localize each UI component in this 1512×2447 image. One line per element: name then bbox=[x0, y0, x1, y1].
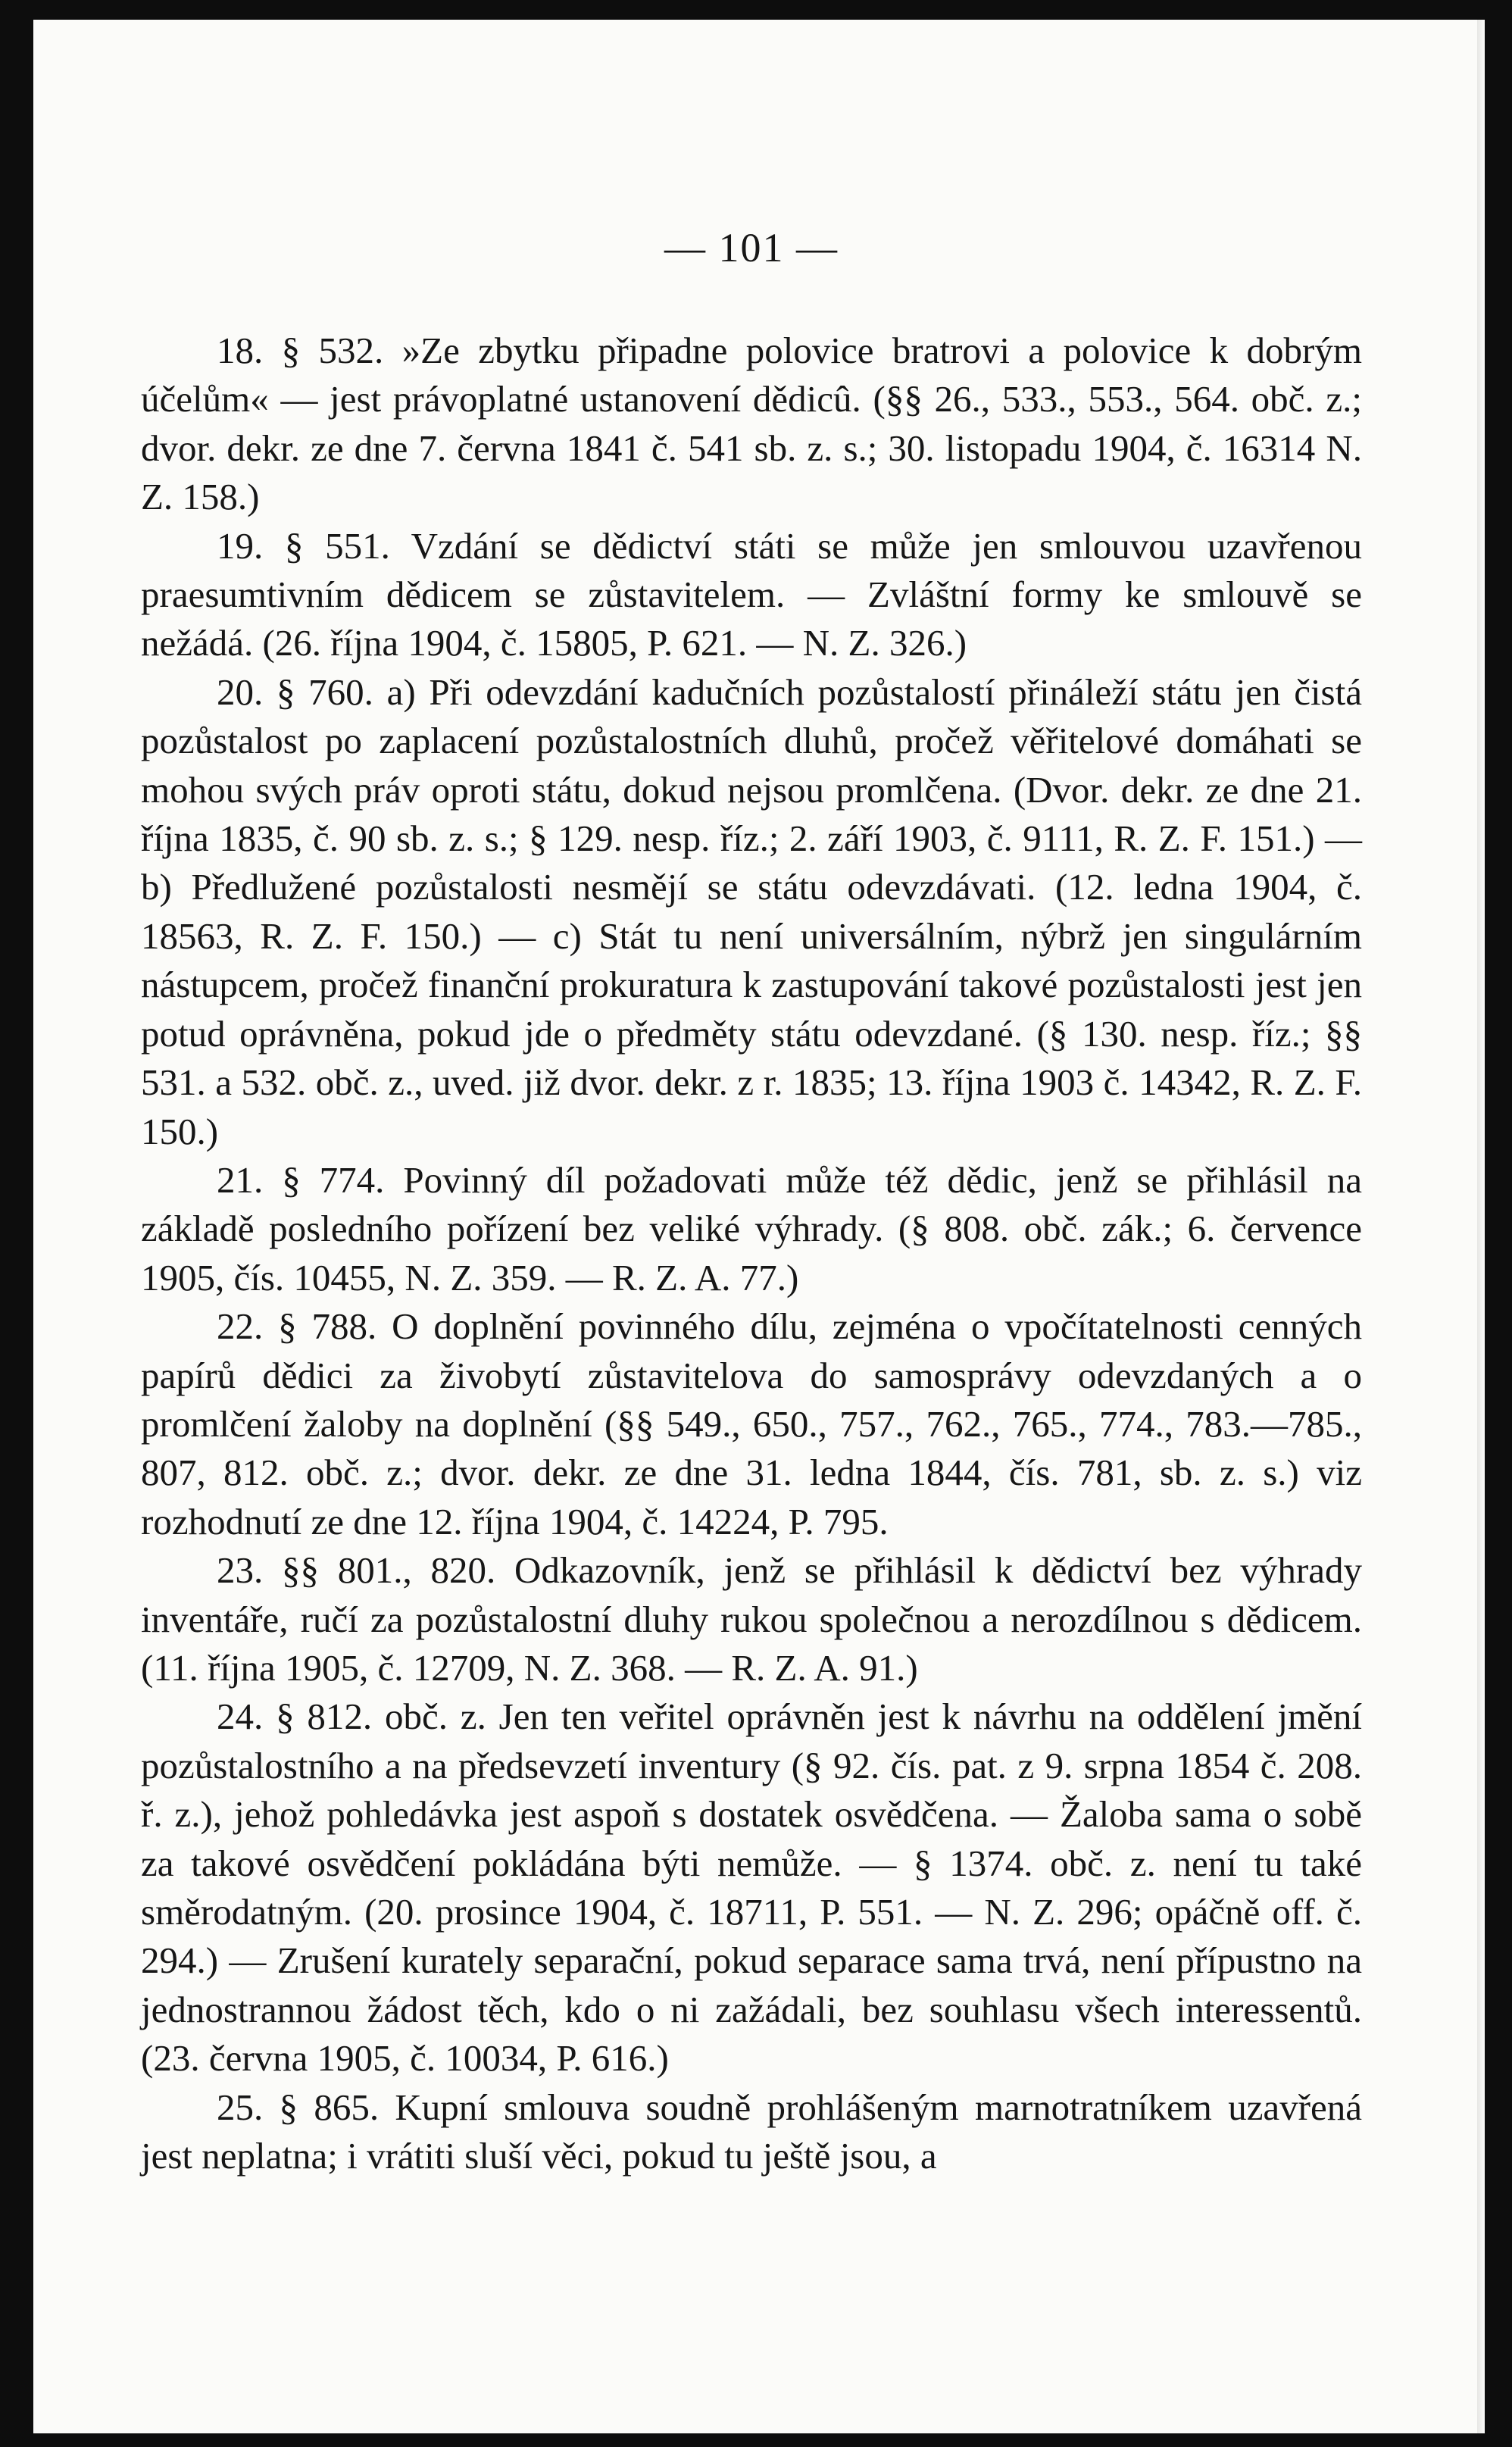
entry-21: 21. § 774. Povinný díl požadovati může též dědic, jenž se přihlásil na základě posledního pořízení bez veliké výhrady. (§ 808. obč. zák.; 6. července 1905, čís. 10455, N. Z. 359. — R. Z. A. 77.) bbox=[141, 1158, 1362, 1299]
entry-18: 18. § 532. »Ze zbytku připadne polovice bratrovi a polovice k dobrým účelům« — jest právoplatné ustanovení dědicû. (§§ 26., 533., 553., 564. obč. z.; dvor. dekr. ze dne 7. června 1841 č. 541 sb. z. s.; 30. listopadu 1904, č. 16314 N. Z. 158.) bbox=[141, 330, 1362, 518]
entry-20: 20. § 760. a) Při odevzdání kadučních pozůstalostí přináleží státu jen čistá pozůstalost po zaplacení pozůstalostních dluhů, pročež věřitelové domáhati se mohou svých práv oproti státu, dokud nejsou promlčena. (Dvor. dekr. ze dne 21. října 1835, č. 90 sb. z. s.; § 129. nesp. říz.; 2. září 1903, č. 9111, R. Z. F. 151.) — b) Předlužené pozůstalosti nesmějí se státu odevzdávati. (12. ledna 1904, č. 18563, R. Z. F. 150.) — c) Stát tu není universálním, nýbrž jen singulárním nástupcem, pročež finanční prokuratura k zastupování takové pozůstalosti jest jen potud oprávněna, pokud jde o předměty státu odevzdané. (§ 130. nesp. říz.; §§ 531. a 532. obč. z., uved. již dvor. dekr. z r. 1835; 13. října 1903 č. 14342, R. Z. F. 150.) bbox=[141, 670, 1362, 1152]
page-spine-shadow bbox=[1477, 20, 1485, 2433]
entry-23: 23. §§ 801., 820. Odkazovník, jenž se přihlásil k dědictví bez výhrady inventáře, ručí za pozůstalostní dluhy rukou společnou a nerozdílnou s dědicem. (11. října 1905, č. 12709, N. Z. 368. — R. Z. A. 91.) bbox=[141, 1549, 1362, 1689]
entry-19: 19. § 551. Vzdání se dědictví státi se může jen smlouvou uzavřenou praesumtivním dědicem se zůstavitelem. — Zvláštní formy ke smlouvě se nežádá. (26. října 1904, č. 15805, P. 621. — N. Z. 326.) bbox=[141, 524, 1362, 664]
entry-25: 25. § 865. Kupní smlouva soudně prohlášeným marnotratníkem uzavřená jest neplatna; i vrátiti sluší věci, pokud tu ještě jsou, a bbox=[141, 2086, 1362, 2177]
entries-list bbox=[141, 327, 1362, 2180]
entry-22: 22. § 788. O doplnění povinného dílu, zejména o vpočítatelnosti cenných papírů dědici za živobytí zůstavitelova do samosprávy odevzdaných a o promlčení žaloby na doplnění (§§ 549., 650., 757., 762., 765., 774., 783.—785., 807, 812. obč. z.; dvor. dekr. ze dne 31. ledna 1844, čís. 781, sb. z. s.) viz rozhodnutí ze dne 12. října 1904, č. 14224, P. 795. bbox=[141, 1305, 1362, 1542]
entry-24: 24. § 812. obč. z. Jen ten veřitel oprávněn jest k návrhu na oddělení jmění pozůstalostního a na předsevzetí inventury (§ 92. čís. pat. z 9. srpna 1854 č. 208. ř. z.), jehož pohledávka jest aspoň s dostatek osvědčena. — Žaloba sama o sobě za takové osvědčení pokládána býti nemůže. — § 1374. obč. z. není tu také směrodatným. (20. prosince 1904, č. 18711, P. 551. — N. Z. 296; opáčně off. č. 294.) — Zrušení kuratelу separační, pokud separace sama trvá, není přípustno na jednostrannou žádost těch, kdo o ni zažádali, bez souhlasu všech interessentů. (23. června 1905, č. 10034, P. 616.) bbox=[141, 1695, 1362, 2080]
page-number: — 101 — bbox=[664, 225, 839, 270]
scanned-page bbox=[33, 20, 1485, 2433]
